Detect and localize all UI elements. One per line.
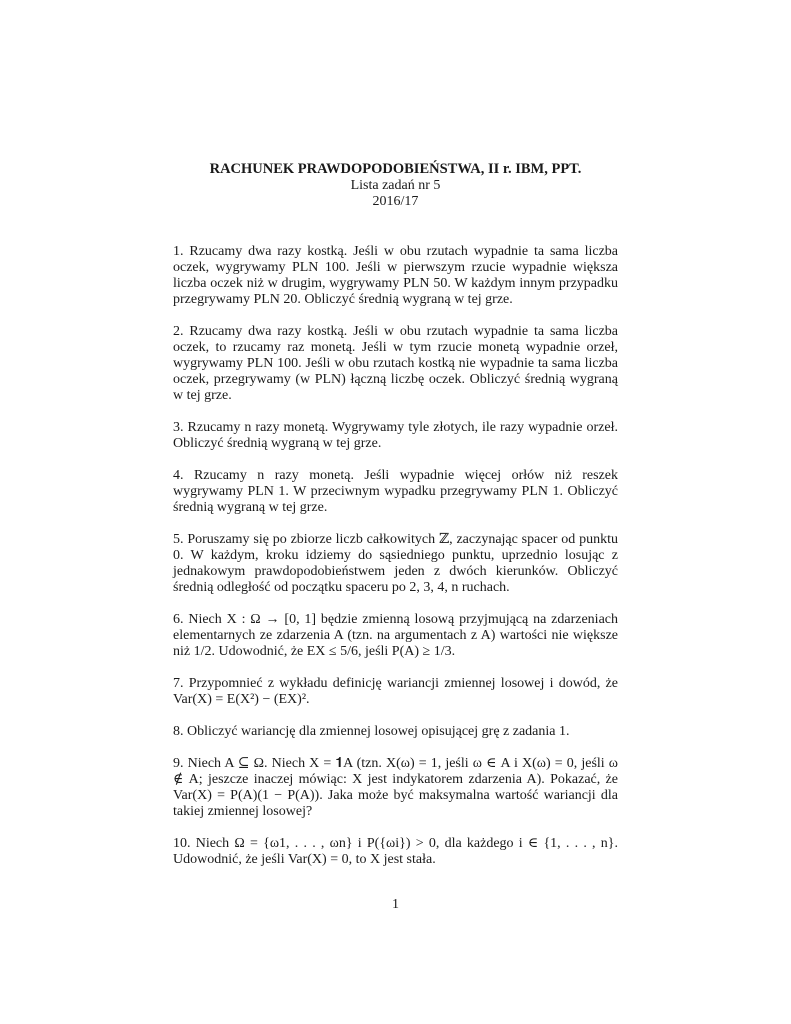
- problem-list: [173, 244, 618, 884]
- list-label: Lista zadań nr 5: [350, 178, 441, 193]
- problem-9: 9. Niech A ⊆ Ω. Niech X = 𝟏A (tzn. X(ω) = 1, jeśli ω ∈ A i X(ω) = 0, jeśli ω ∉ A; jeszcze inaczej mówiąc: X jest indykatorem zdarzenia A). Pokazać, że Var(X) = P(A)(1 − P(A)). Jaka może być maksymalna wartość wariancji dla takiej zmiennej losowej?: [173, 756, 618, 819]
- problem-4: 4. Rzucamy n razy monetą. Jeśli wypadnie więcej orłów niż reszek wygrywamy PLN 1. W przeciwnym wypadku przegrywamy PLN 1. Obliczyć średnią wygraną w tej grze.: [173, 468, 618, 515]
- problem-10: 10. Niech Ω = {ω1, . . . , ωn} i P({ωi}) > 0, dla każdego i ∈ {1, . . . , n}. Udowodnić, że jeśli Var(X) = 0, to X jest stała.: [173, 836, 618, 867]
- problem-2: 2. Rzucamy dwa razy kostką. Jeśli w obu rzutach wypadnie ta sama liczba oczek, to rzucamy raz monetą. Jeśli w tym rzucie monetą wypadnie orzeł, wygrywamy PLN 100. Jeśli w obu rzutach kostką nie wypadnie ta sama liczba oczek, przegrywamy (w PLN) łączną liczbę oczek. Obliczyć średnią wygraną w tej grze.: [173, 324, 618, 403]
- problem-6: 6. Niech X : Ω → [0, 1] będzie zmienną losową przyjmującą na zdarzeniach elementarnych ze zdarzenia A (tzn. na argumentach z A) wartości nie większe niż 1/2. Udowodnić, że EX ≤ 5/6, jeśli P(A) ≥ 1/3.: [173, 612, 618, 659]
- academic-year: 2016/17: [372, 194, 419, 209]
- problem-7: 7. Przypomnieć z wykładu definicję wariancji zmiennej losowej i dowód, że Var(X) = E(X²) − (EX)².: [173, 676, 618, 707]
- problem-1: 1. Rzucamy dwa razy kostką. Jeśli w obu rzutach wypadnie ta sama liczba oczek, wygrywamy PLN 100. Jeśli w pierwszym rzucie wypadnie większa liczba oczek niż w drugim, wygrywamy PLN 50. W każdym innym przypadku przegrywamy PLN 20. Obliczyć średnią wygraną w tej grze.: [173, 244, 618, 307]
- problem-5: 5. Poruszamy się po zbiorze liczb całkowitych ℤ, zaczynając spacer od punktu 0. W każdym, kroku idziemy do sąsiedniego punktu, uprzednio losując z jednakowym prawdopodobieństwem jeden z dwóch kierunków. Obliczyć średnią odległość od początku spaceru po 2, 3, 4, n ruchach.: [173, 532, 618, 595]
- document-title: RACHUNEK PRAWDOPODOBIEŃSTWA, II r. IBM, PPT.: [209, 161, 582, 177]
- document-header: [173, 160, 618, 210]
- document-page: [173, 0, 618, 1024]
- page-number: 1: [392, 897, 399, 912]
- problem-8: 8. Obliczyć wariancję dla zmiennej losowej opisującej grę z zadania 1.: [173, 724, 570, 739]
- problem-3: 3. Rzucamy n razy monetą. Wygrywamy tyle złotych, ile razy wypadnie orzeł. Obliczyć średnią wygraną w tej grze.: [173, 420, 618, 451]
